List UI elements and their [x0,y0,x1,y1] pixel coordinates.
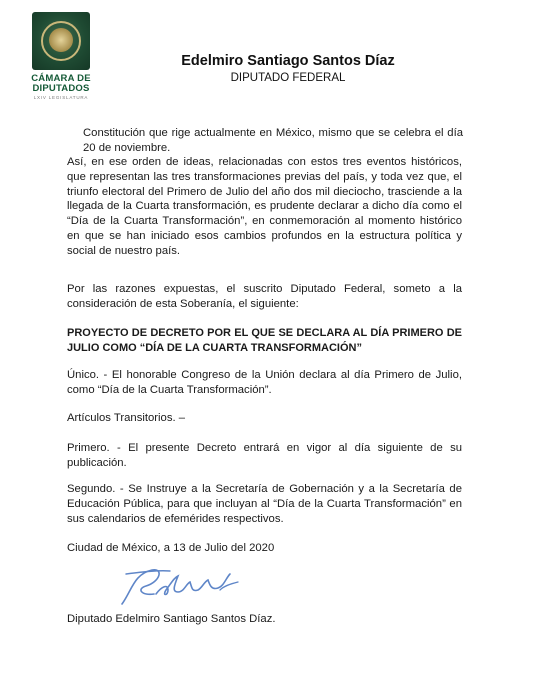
paragraph-historical-events: Así, en ese orden de ideas, relacionadas con estos tres eventos históricos, que representan las tres transformaciones previas del país, y toda vez que, el triunfo electoral del Primero de Julio del año dos mil dieciocho, trasciende a la llegada de la Cuarta transformación, es prudente declarar a dicho día como el “Día de la Cuarta Transformación”, en conmemoración al momento histórico en que se han iniciado esos cambios profundos en la estructura política y social de nuestro país. [67,156,462,257]
place-and-date: Ciudad de México, a 13 de Julio del 2020 [67,542,275,554]
transitory-articles-heading: Artículos Transitorios. – [67,412,186,424]
paragraph-primero: Primero. - El presente Decreto entrará en vigor al día siguiente de su publicación. [67,442,462,469]
chamber-logo [27,12,95,100]
logo-line-2: DIPUTADOS [32,83,90,94]
decree-title: PROYECTO DE DECRETO POR EL QUE SE DECLARA AL DÍA PRIMERO DE JULIO COMO “DÍA DE LA CUARTA TRANSFORMACIÓN” [67,327,462,354]
deputy-name: Edelmiro Santiago Santos Díaz [181,53,395,69]
national-seal-icon [32,12,90,70]
logo-subtitle: LXIV LEGISLATURA [33,95,89,100]
paragraph-constitution: Constitución que rige actualmente en México, mismo que se celebra el día 20 de noviembre. [83,127,463,154]
logo-title [27,74,95,94]
deputy-role: DIPUTADO FEDERAL [230,72,346,84]
handwritten-signature [112,560,252,612]
paragraph-reasons: Por las razones expuestas, el suscrito Diputado Federal, someto a la consideración de esta Soberanía, el siguiente: [67,283,462,310]
paragraph-unico: Único. - El honorable Congreso de la Unión declara al día Primero de Julio, como “Día de la Cuarta Transformación”. [67,369,462,396]
logo-line-1: CÁMARA DE [31,73,91,84]
signature-name: Diputado Edelmiro Santiago Santos Díaz. [67,613,276,625]
paragraph-segundo: Segundo. - Se Instruye a la Secretaría de Gobernación y a la Secretaría de Educación Pública, para que incluyan al “Día de la Cuarta Transformación” en sus calendarios de efemérides respectivos. [67,483,462,525]
